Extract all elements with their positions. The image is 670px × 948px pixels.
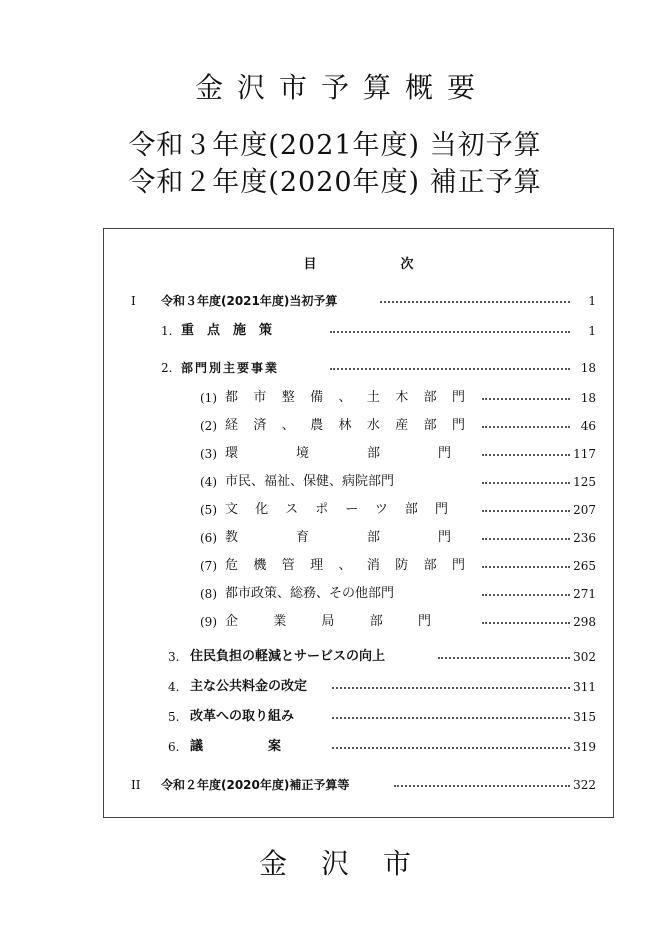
toc-row[interactable]: [104, 444, 613, 464]
toc-number: 2.: [161, 361, 173, 375]
toc-row[interactable]: [104, 556, 613, 576]
toc-label: 令和３年度(2021年度)当初予算: [161, 294, 338, 308]
dot-leader: [394, 785, 570, 787]
toc-page: 117: [573, 447, 596, 461]
toc-page: 311: [573, 680, 596, 694]
subtitle-current-budget: 令和３年度(2021年度) 当初予算: [128, 130, 542, 161]
toc-page: 18: [580, 391, 596, 405]
toc-label: 住民負担の軽減とサービスの向上: [190, 649, 386, 664]
toc-page: 315: [573, 710, 596, 724]
toc-number: II: [131, 778, 141, 792]
toc-row[interactable]: [104, 528, 613, 548]
toc-number: (5): [200, 503, 217, 517]
toc-label: 文化スポーツ部門: [225, 502, 465, 517]
toc-page: 1: [588, 294, 596, 308]
dot-leader: [482, 510, 570, 512]
toc-label: 令和２年度(2020年度)補正予算等: [161, 778, 350, 792]
toc-number: 6.: [168, 740, 180, 754]
toc-label: 都市整備、土木部門: [225, 390, 465, 405]
toc-page: 302: [573, 650, 596, 664]
toc-number: (8): [200, 587, 217, 601]
dot-leader: [482, 622, 570, 624]
dot-leader: [482, 454, 570, 456]
subtitle-supplementary-budget: 令和２年度(2020年度) 補正予算: [128, 167, 542, 198]
toc-label: 主な公共料金の改定: [190, 679, 308, 694]
toc-page: 298: [573, 615, 596, 629]
toc-row[interactable]: [104, 707, 613, 727]
document-title: 金沢市予算概要: [194, 71, 489, 104]
dot-leader: [482, 426, 570, 428]
toc-number: 5.: [168, 710, 180, 724]
dot-leader: [482, 594, 570, 596]
dot-leader: [332, 687, 570, 689]
toc-row[interactable]: [104, 321, 613, 341]
toc-label: 環境部門: [225, 446, 510, 461]
dot-leader: [380, 301, 570, 303]
dot-leader: [332, 747, 570, 749]
toc-row[interactable]: [104, 388, 613, 408]
publisher-name: 金沢市: [258, 847, 445, 880]
toc-row[interactable]: [104, 775, 613, 795]
dot-leader: [330, 368, 570, 370]
toc-heading: 目次: [303, 257, 498, 272]
toc-page: 271: [573, 587, 596, 601]
dot-leader: [330, 331, 570, 333]
dot-leader: [482, 482, 570, 484]
toc-row[interactable]: [104, 647, 613, 667]
toc-row[interactable]: [104, 612, 613, 632]
toc-label: 教育部門: [225, 530, 510, 545]
toc-number: (1): [200, 391, 217, 405]
toc-label: 企業局部門: [225, 614, 465, 629]
toc-page: 322: [573, 778, 596, 792]
toc-page: 18: [580, 361, 596, 375]
toc-row[interactable]: [104, 737, 613, 757]
toc-label: 重 点 施 策: [181, 323, 273, 338]
toc-label: 改革への取り組み: [190, 709, 295, 724]
toc-page: 319: [573, 740, 596, 754]
toc-number: (9): [200, 615, 217, 629]
dot-leader: [332, 717, 570, 719]
toc-number: (3): [200, 447, 217, 461]
toc-row[interactable]: [104, 416, 613, 436]
toc-number: (4): [200, 475, 217, 489]
toc-number: (6): [200, 531, 217, 545]
dot-leader: [482, 538, 570, 540]
toc-page: 46: [580, 419, 596, 433]
toc-row[interactable]: [104, 677, 613, 697]
toc-number: (2): [200, 419, 217, 433]
toc-page: 236: [573, 531, 596, 545]
toc-number: 3.: [168, 650, 180, 664]
toc-label: 都市政策、総務、その他部門: [225, 586, 395, 601]
toc-label: 経済、農林水産部門: [225, 418, 465, 433]
toc-number: 4.: [168, 680, 180, 694]
toc-row[interactable]: [104, 472, 613, 492]
toc-number: 1.: [161, 324, 173, 338]
table-of-contents: [103, 228, 614, 818]
toc-label: 部門別主要事業: [181, 361, 280, 375]
toc-row[interactable]: [104, 358, 613, 378]
toc-number: I: [131, 294, 136, 308]
dot-leader: [482, 398, 570, 400]
toc-label: 議 案: [190, 739, 282, 754]
toc-label: 危機管理、消防部門: [225, 558, 465, 573]
toc-row[interactable]: [104, 500, 613, 520]
toc-number: (7): [200, 559, 217, 573]
toc-page: 265: [573, 559, 596, 573]
toc-page: 125: [573, 475, 596, 489]
toc-row[interactable]: [104, 291, 613, 311]
dot-leader: [482, 566, 570, 568]
toc-row[interactable]: [104, 584, 613, 604]
toc-page: 1: [588, 324, 596, 338]
toc-label: 市民、福祉、保健、病院部門: [225, 474, 395, 489]
toc-page: 207: [573, 503, 596, 517]
dot-leader: [438, 657, 570, 659]
